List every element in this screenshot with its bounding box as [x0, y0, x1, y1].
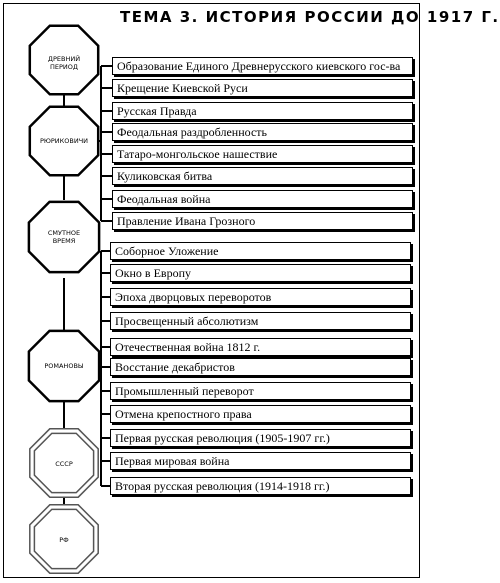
event-item: Первая мировая война [110, 452, 411, 470]
bracket-1-ticks [101, 66, 112, 221]
event-item: Правление Ивана Грозного [112, 212, 413, 230]
node-label-rf: РФ [59, 536, 69, 544]
event-item: Просвещенный абсолютизм [110, 312, 411, 330]
event-item: Окно в Европу [110, 264, 411, 282]
event-item: Промышленный переворот [110, 382, 411, 400]
event-item: Русская Правда [112, 102, 413, 120]
node-label-sssr: СССР [55, 460, 73, 468]
node-label-romanovy: РОМАНОВЫ [44, 362, 84, 370]
event-item: Отечественная война 1812 г. [110, 338, 411, 356]
event-item: Первая русская революция (1905-1907 гг.) [110, 429, 411, 447]
event-item: Соборное Уложение [110, 242, 411, 260]
page-title: ТЕМА 3. ИСТОРИЯ РОССИИ ДО 1917 Г. [120, 8, 500, 26]
event-item: Вторая русская революция (1914-1918 гг.) [110, 477, 411, 495]
event-item: Феодальная раздробленность [112, 123, 413, 141]
event-item: Отмена крепостного права [110, 405, 411, 423]
node-label-smuta: СМУТНОЕ ВРЕМЯ [47, 229, 81, 245]
event-item: Феодальная война [112, 190, 413, 208]
node-label-ryurikovichi: РЮРИКОВИЧИ [39, 137, 89, 145]
event-item: Образование Единого Древнерусского киевского гос-ва [112, 57, 413, 75]
bracket-2-ticks [101, 251, 110, 486]
event-item: Эпоха дворцовых переворотов [110, 288, 411, 306]
event-item: Восстание декабристов [110, 358, 411, 376]
event-item: Крещение Киевской Руси [112, 79, 413, 97]
event-item: Куликовская битва [112, 167, 413, 185]
node-label-drevniy: ДРЕВНИЙ ПЕРИОД [47, 55, 81, 71]
event-item: Татаро-монгольское нашествие [112, 145, 413, 163]
